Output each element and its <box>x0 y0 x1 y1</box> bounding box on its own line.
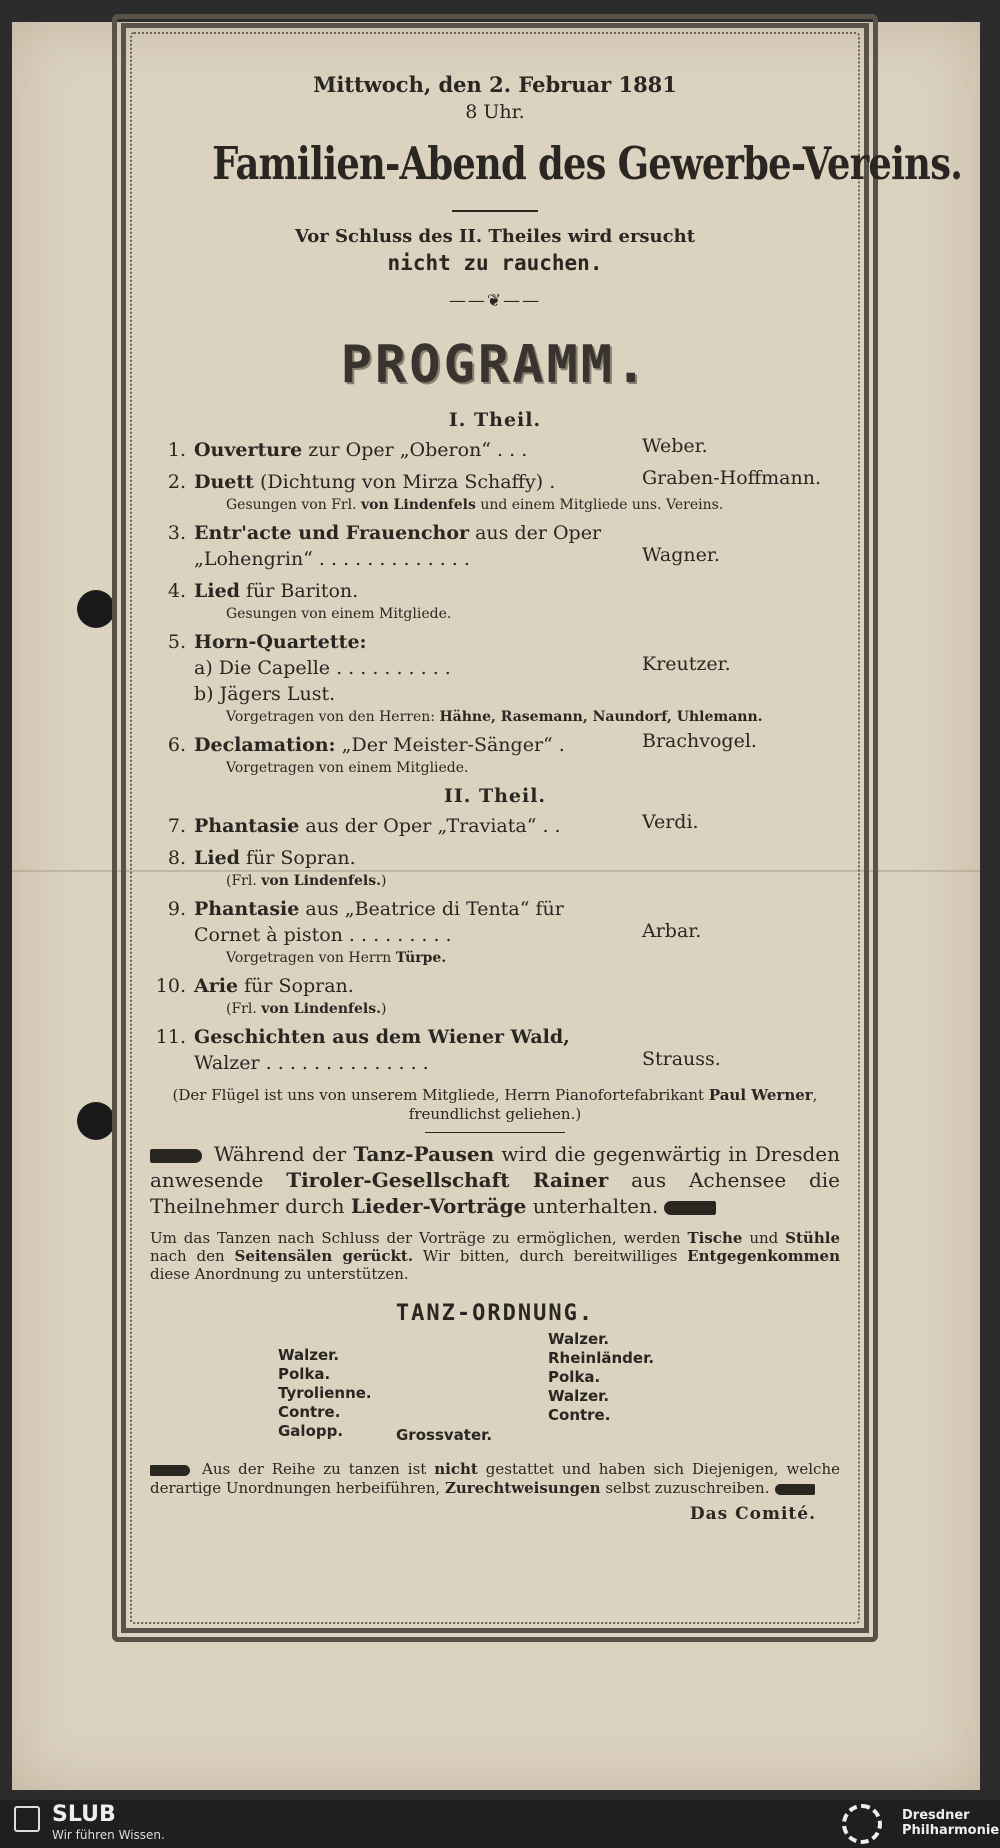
performer-prefix: Vorgetragen von den Herren: <box>226 709 440 725</box>
pointing-hand-icon <box>150 1465 190 1476</box>
item-composer: Arbar. <box>642 920 702 942</box>
program-item <box>150 437 840 463</box>
item-text-line2: „Lohengrin“ . . . . . . . . . . . . . <box>194 548 470 570</box>
item-subitem-a <box>194 655 840 681</box>
dance-item: Tyrolienne. <box>278 1384 372 1402</box>
item-text: „Der Meister-Sänger“ . <box>335 734 565 756</box>
text-bold: Tische <box>687 1229 743 1247</box>
performer-name: Türpe. <box>395 950 447 966</box>
philharmonie-name-line2: Philharmonie <box>902 1823 1000 1838</box>
text: selbst zuzuschreiben. <box>600 1479 770 1497</box>
item-number: 9. <box>167 898 186 920</box>
item-composer: Verdi. <box>642 811 699 833</box>
dance-column-left <box>278 1346 372 1441</box>
program-item <box>150 813 840 839</box>
dance-item: Galopp. <box>278 1422 344 1440</box>
text: nach den <box>150 1247 235 1265</box>
program-item <box>150 520 840 546</box>
text-bold: Zurechtweisungen <box>444 1479 601 1497</box>
item-number: 6. <box>167 734 186 756</box>
text: diese Anordnung zu unterstützen. <box>150 1265 409 1283</box>
item-title: Phantasie <box>194 898 300 920</box>
performer-prefix: Gesungen von Frl. <box>226 497 361 513</box>
program-item <box>150 845 840 871</box>
text: und <box>742 1229 786 1247</box>
program-item <box>150 578 840 604</box>
dance-column-right <box>548 1330 654 1425</box>
performer-suffix: ) <box>381 873 387 889</box>
dance-order-heading: TANZ-ORDNUNG. <box>395 1301 595 1326</box>
piano-note-suffix: , freundlichst geliehen.) <box>408 1086 818 1123</box>
performer-name: von Lindenfels <box>361 497 476 513</box>
philharmonie-name <box>902 1808 999 1838</box>
item-title: Geschichten aus dem Wiener Wald, <box>194 1026 570 1048</box>
item-composer: Graben-Hoffmann. <box>642 467 822 489</box>
part-one-heading: I. Theil. <box>448 409 542 431</box>
piano-donor: Paul Werner <box>708 1086 813 1104</box>
item-text: zur Oper „Oberon“ . . . <box>302 439 528 461</box>
item-performer <box>226 950 840 967</box>
item-performer: Gesungen von einem Mitgliede. <box>226 606 452 622</box>
pointing-hand-icon <box>150 1149 202 1163</box>
philharmonie-name-line1: Dresdner <box>902 1808 970 1823</box>
dance-item: Polka. <box>278 1365 331 1383</box>
item-text-line2: Cornet à piston . . . . . . . . . <box>194 924 452 946</box>
item-title: Horn-Quartette: <box>194 631 367 653</box>
program-item <box>150 469 840 495</box>
text: Um das Tanzen nach Schluss der Vorträge zu ermöglichen, werden <box>150 1229 688 1247</box>
dance-item: Rheinländer. <box>548 1349 655 1367</box>
piano-note <box>150 1086 840 1124</box>
smoking-notice-line1: Vor Schluss des II. Theiles wird ersucht <box>294 226 696 247</box>
item-number: 5. <box>167 631 186 653</box>
item-title: Lied <box>194 580 240 602</box>
item-title: Lied <box>194 847 240 869</box>
dance-item: Contre. <box>278 1403 341 1421</box>
text: Während der <box>214 1142 354 1166</box>
performer-prefix: Vorgetragen von Herrn <box>226 950 396 966</box>
performer-suffix: ) <box>381 1001 387 1017</box>
punch-hole <box>77 1102 115 1140</box>
item-composer: Wagner. <box>642 544 720 566</box>
performer-name: von Lindenfels. <box>261 873 381 889</box>
smoking-notice-line2: nicht zu rauchen. <box>387 251 603 275</box>
item-number: 7. <box>167 815 186 837</box>
item-text: aus „Beatrice di Tenta“ für <box>299 898 564 920</box>
item-title: Duett <box>194 471 254 493</box>
performer-name: von Lindenfels. <box>261 1001 381 1017</box>
item-subitem-b: b) Jägers Lust. <box>194 683 336 705</box>
slub-name: SLUB <box>52 1802 116 1827</box>
text-bold: Entgegenkommen <box>687 1247 840 1265</box>
dance-item: Polka. <box>548 1368 601 1386</box>
item-number: 3. <box>167 522 186 544</box>
program-item <box>150 1024 840 1050</box>
program-item <box>150 896 840 922</box>
text: aus Achensee die Theilnehmer durch <box>150 1168 840 1218</box>
performer-suffix: und einem Mitgliede uns. Vereins. <box>475 497 724 513</box>
text-bold: nicht <box>434 1460 478 1478</box>
item-number: 11. <box>155 1026 186 1048</box>
slub-tagline: Wir führen Wissen. <box>52 1828 165 1842</box>
item-composer: Kreutzer. <box>642 653 731 675</box>
item-number: 8. <box>167 847 186 869</box>
punch-hole <box>77 590 115 628</box>
program-item <box>150 732 840 758</box>
text-bold: Tanz-Pausen <box>353 1142 495 1166</box>
item-text: für Bariton. <box>239 580 359 602</box>
item-number: 4. <box>167 580 186 602</box>
item-title: Entr'acte und Frauenchor <box>194 522 470 544</box>
item-text: aus der Oper „Traviata“ . . <box>299 815 561 837</box>
item-title: Ouverture <box>194 439 303 461</box>
dance-final: Grossvater. <box>396 1426 493 1444</box>
item-title: Arie <box>194 975 239 997</box>
item-performer <box>226 709 840 726</box>
event-time: 8 Uhr. <box>465 101 525 123</box>
item-performer <box>226 873 840 890</box>
item-title: Declamation: <box>194 734 336 756</box>
footer-bar <box>0 1800 1000 1848</box>
poster-title: Familien-Abend des Gewerbe-Vereins. <box>212 137 963 190</box>
item-number: 2. <box>167 471 186 493</box>
philharmonie-logo-icon <box>842 1804 882 1844</box>
dance-order-list <box>150 1326 840 1450</box>
performer-name: Hähne, Rasemann, Naundorf, Uhlemann. <box>439 709 763 725</box>
item-continuation <box>194 546 840 572</box>
text-bold: Lieder-Vorträge <box>350 1194 527 1218</box>
text-bold: Tiroler-Gesellschaft Rainer <box>286 1168 609 1192</box>
text-bold: Seitensälen gerückt. <box>234 1247 414 1265</box>
dance-item: Walzer. <box>278 1346 340 1364</box>
text: gestattet und haben sich Diejenigen, welche derartige Unordnungen herbeiführen, <box>150 1460 840 1497</box>
poster-content <box>150 60 963 1620</box>
item-composer: Weber. <box>642 435 708 457</box>
event-date: Mittwoch, den 2. Februar 1881 <box>313 72 677 97</box>
closing-notice <box>150 1460 840 1498</box>
pointing-hand-icon <box>775 1484 815 1495</box>
item-number: 10. <box>155 975 186 997</box>
item-number: 1. <box>167 439 186 461</box>
pause-announcement <box>150 1141 840 1219</box>
item-composer: Strauss. <box>642 1048 721 1070</box>
piano-note-prefix: (Der Flügel ist uns von unserem Mitgliede, Herrn Pianofortefabrikant <box>172 1086 709 1104</box>
divider <box>452 210 538 212</box>
item-continuation <box>194 1050 840 1076</box>
dance-item: Walzer. <box>548 1387 610 1405</box>
performer-prefix: (Frl. <box>226 873 262 889</box>
program-item <box>150 629 840 655</box>
text: unterhalten. <box>526 1194 659 1218</box>
subitem-a-text: a) Die Capelle . . . . . . . . . . <box>194 657 451 679</box>
tables-notice <box>150 1229 840 1283</box>
program-item <box>150 973 840 999</box>
part-two-heading: II. Theil. <box>443 785 547 807</box>
text-bold: Stühle <box>785 1229 840 1247</box>
item-text-line2: Walzer . . . . . . . . . . . . . . <box>194 1052 429 1074</box>
dance-item: Walzer. <box>548 1330 610 1348</box>
divider <box>425 1132 565 1133</box>
slub-logo-icon <box>14 1806 40 1832</box>
item-performer <box>226 497 840 514</box>
pointing-hand-icon <box>664 1201 716 1215</box>
performer-prefix: (Frl. <box>226 1001 262 1017</box>
item-performer: Vorgetragen von einem Mitgliede. <box>226 760 469 776</box>
item-text: aus der Oper <box>469 522 602 544</box>
item-continuation <box>194 922 840 948</box>
item-text: für Sopran. <box>239 847 356 869</box>
item-text: für Sopran. <box>238 975 354 997</box>
item-text: (Dichtung von Mirza Schaffy) . <box>253 471 556 493</box>
dance-item: Contre. <box>548 1406 611 1424</box>
text: wird die gegenwärtig in Dresden anwesende <box>150 1142 840 1192</box>
item-performer <box>226 1001 840 1018</box>
ornament-divider: ——❦—— <box>448 291 542 311</box>
text: Aus der Reihe zu tanzen ist <box>202 1460 435 1478</box>
text: Wir bitten, durch bereitwilliges <box>413 1247 688 1265</box>
signature: Das Comité. <box>689 1504 816 1524</box>
program-heading: PROGRAMM. <box>340 335 650 395</box>
item-composer: Brachvogel. <box>642 730 757 752</box>
item-title: Phantasie <box>194 815 300 837</box>
